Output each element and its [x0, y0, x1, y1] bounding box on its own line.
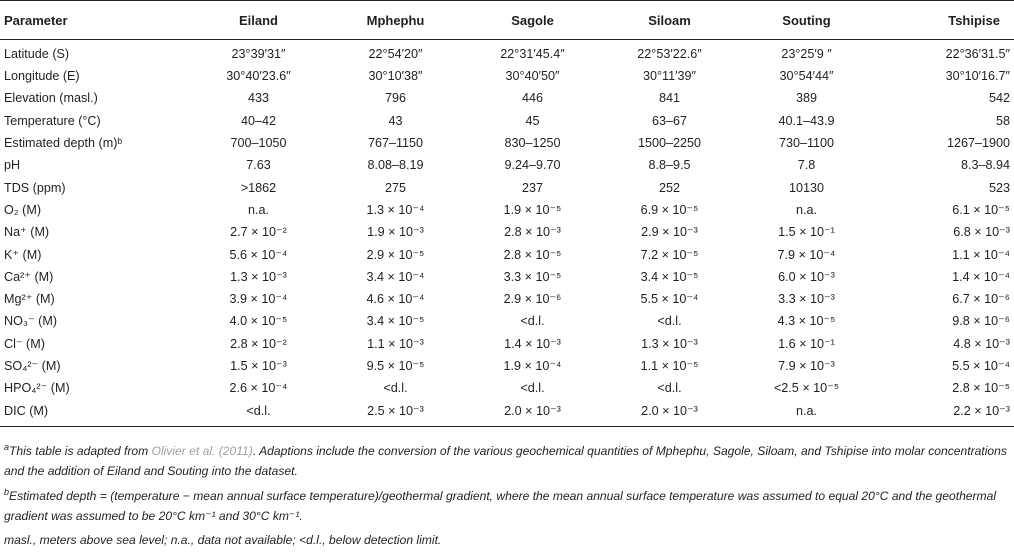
table-cell: 1.5 × 10⁻³ — [230, 359, 287, 373]
table-cell: 43 — [388, 113, 403, 128]
table-cell: 22°53′22.6″ — [637, 46, 702, 61]
table-cell: 6.8 × 10⁻³ — [953, 225, 1010, 240]
table-cell: 1.3 × 10⁻⁴ — [366, 202, 425, 217]
table-row — [0, 377, 1014, 399]
table-cell: 433 — [247, 91, 269, 106]
table-cell: 63–67 — [651, 113, 688, 128]
column-header-mphephu: Mphephu — [327, 1, 464, 40]
table-row — [0, 221, 1014, 243]
table-row — [0, 199, 1014, 221]
row-label: K⁺ (M) — [4, 247, 42, 262]
table-cell: 2.9 × 10⁻³ — [641, 225, 698, 240]
table-cell: 9.8 × 10⁻⁶ — [952, 314, 1010, 329]
table-cell: 22°36′31.5″ — [945, 46, 1010, 61]
table-cell: 1.3 × 10⁻³ — [230, 269, 287, 284]
table-cell: <d.l. — [657, 314, 682, 329]
table-cell: 730–1100 — [778, 136, 835, 151]
table-cell: 30°40′23.6″ — [226, 69, 291, 84]
table-cell: 1.4 × 10⁻³ — [504, 336, 561, 351]
table-cell: 389 — [795, 91, 817, 106]
table-cell: 6.1 × 10⁻⁵ — [952, 202, 1010, 217]
table-cell: 1.1 × 10⁻⁴ — [952, 247, 1010, 262]
table-cell: n.a. — [795, 202, 817, 217]
table-cell: 9.5 × 10⁻⁵ — [366, 359, 425, 373]
table-cell: 40.1–43.9 — [778, 113, 835, 128]
table-cell: 700–1050 — [230, 136, 287, 151]
table-cell: <d.l. — [657, 381, 682, 396]
row-label: HPO₄²⁻ (M) — [4, 381, 70, 396]
table-cell: 7.9 × 10⁻³ — [778, 359, 835, 373]
table-cell: 5.5 × 10⁻⁴ — [952, 359, 1010, 373]
table-cell: 30°10′38″ — [368, 69, 423, 84]
table-cell: 252 — [658, 180, 680, 195]
column-header-souting: Souting — [738, 1, 875, 40]
footnote-a-reference-link[interactable]: Olivier et al. (2011) — [151, 444, 253, 458]
table-cell: 1.6 × 10⁻¹ — [778, 336, 835, 351]
table-row — [0, 65, 1014, 87]
table-row — [0, 288, 1014, 310]
table-cell: 3.3 × 10⁻³ — [778, 292, 835, 307]
table-row — [0, 266, 1014, 288]
table-cell: 1.3 × 10⁻³ — [641, 336, 698, 351]
table-cell: 23°25′9 ″ — [781, 46, 832, 61]
column-header-siloam: Siloam — [601, 1, 738, 40]
table-cell: 6.7 × 10⁻⁶ — [952, 292, 1010, 307]
table-cell: 3.9 × 10⁻⁴ — [229, 292, 288, 307]
table-row — [0, 311, 1014, 333]
table-row — [0, 400, 1014, 427]
table-cell: 30°10′16.7″ — [945, 69, 1010, 84]
table-cell: 2.8 × 10⁻⁵ — [952, 381, 1010, 396]
table-cell: 45 — [525, 113, 540, 128]
table-cell: 2.7 × 10⁻² — [230, 225, 287, 240]
row-label: NO₃⁻ (M) — [4, 314, 58, 329]
table-cell: 446 — [521, 91, 543, 106]
table-cell: <d.l. — [383, 381, 408, 396]
table-cell: 1.9 × 10⁻³ — [367, 225, 424, 240]
row-label: TDS (ppm) — [4, 180, 66, 195]
table-cell: <2.5 × 10⁻⁵ — [773, 381, 840, 396]
table-cell: 2.8 × 10⁻³ — [504, 225, 561, 240]
table-cell: 1500–2250 — [637, 136, 702, 151]
table-cell: 6.0 × 10⁻³ — [778, 269, 835, 284]
table-cell: 30°11′39″ — [643, 69, 696, 84]
table-cell: 2.2 × 10⁻³ — [875, 400, 1014, 427]
table-cell: 2.8 × 10⁻⁵ — [503, 247, 562, 262]
table-cell: 30°54′44″ — [779, 69, 834, 84]
table-cell: 4.6 × 10⁻⁴ — [366, 292, 425, 307]
table-cell: 1.1 × 10⁻⁵ — [640, 359, 699, 373]
table-cell: 6.9 × 10⁻⁵ — [640, 202, 699, 217]
table-cell: 7.8 — [797, 158, 816, 173]
table-cell: 2.8 × 10⁻² — [230, 336, 287, 351]
table-cell: 1.9 × 10⁻⁵ — [503, 202, 562, 217]
row-label: pH — [4, 158, 21, 173]
table-cell: 7.63 — [246, 158, 271, 173]
table-cell: 2.9 × 10⁻⁵ — [366, 247, 425, 262]
table-cell: <d.l. — [190, 400, 327, 427]
table-row — [0, 88, 1014, 110]
row-label: Mg²⁺ (M) — [4, 292, 55, 307]
table-cell: 3.3 × 10⁻⁵ — [503, 269, 562, 284]
table-row — [0, 40, 1014, 66]
table-row — [0, 110, 1014, 132]
table-cell: 58 — [995, 113, 1010, 128]
column-header-tshipise: Tshipise — [875, 1, 1014, 40]
row-label: SO₄²⁻ (M) — [4, 359, 61, 373]
table-cell: 4.0 × 10⁻⁵ — [229, 314, 288, 329]
table-cell: n.a. — [738, 400, 875, 427]
table-row — [0, 355, 1014, 377]
table-cell: 3.4 × 10⁻⁵ — [640, 269, 699, 284]
table-cell: >1862 — [240, 180, 277, 195]
row-label: Temperature (°C) — [4, 113, 101, 128]
table-cell: 22°31′45.4″ — [500, 46, 565, 61]
table-cell: 1.4 × 10⁻⁴ — [952, 269, 1010, 284]
table-cell: 10130 — [788, 180, 825, 195]
footnote-a-mark: a — [4, 441, 10, 452]
footnote-abbreviations: masl., meters above sea level; n.a., data not available; <d.l., below detection limit. — [4, 533, 442, 548]
table-cell: n.a. — [247, 202, 269, 217]
table-row — [0, 177, 1014, 199]
table-cell: 237 — [521, 180, 543, 195]
table-cell: <d.l. — [520, 381, 545, 396]
row-label: O₂ (M) — [4, 202, 42, 217]
table-cell: 5.6 × 10⁻⁴ — [229, 247, 288, 262]
table-cell: 22°54′20″ — [368, 46, 423, 61]
table-cell: 30°40′50″ — [505, 69, 560, 84]
row-label: Latitude (S) — [4, 46, 70, 61]
table-header — [0, 1, 1014, 40]
column-header-eiland: Eiland — [190, 1, 327, 40]
footnote-b-text: Estimated depth = (temperature − mean annual surface temperature)/geothermal gradient, where the mean annual surface temperature was assumed to equal 20°C and the geothermal gradient was assumed to be 20°C km⁻¹ and 30°C km⁻¹. — [4, 488, 997, 523]
table-cell: 4.8 × 10⁻³ — [953, 336, 1010, 351]
table-cell: 2.6 × 10⁻⁴ — [229, 381, 288, 396]
table-row — [0, 244, 1014, 266]
row-label: Estimated depth (m)ᵇ — [4, 136, 123, 151]
table-cell: 2.9 × 10⁻⁶ — [503, 292, 562, 307]
row-label: DIC (M) — [0, 400, 190, 427]
table-cell: 1267–1900 — [946, 136, 1010, 151]
row-label: Elevation (masl.) — [4, 91, 98, 106]
footnote-b-mark: b — [4, 486, 10, 497]
table-cell: 9.24–9.70 — [504, 158, 561, 173]
table-row — [0, 132, 1014, 154]
table-cell: 5.5 × 10⁻⁴ — [640, 292, 699, 307]
table-cell: 8.08–8.19 — [367, 158, 424, 173]
footnote-a — [4, 441, 1008, 482]
table-cell: 3.4 × 10⁻⁴ — [366, 269, 425, 284]
table-row — [0, 333, 1014, 355]
table-cell: 796 — [384, 91, 406, 106]
table-cell: 767–1150 — [367, 136, 424, 151]
table-footnotes — [4, 441, 1008, 554]
table-cell: 8.8–9.5 — [648, 158, 691, 173]
column-header-sagole: Sagole — [464, 1, 601, 40]
row-label: Na⁺ (M) — [4, 225, 50, 240]
table-cell: 523 — [988, 180, 1010, 195]
table-cell: 841 — [658, 91, 680, 106]
table-cell: 542 — [988, 91, 1010, 106]
table-cell: 830–1250 — [504, 136, 561, 151]
table-cell: <d.l. — [520, 314, 545, 329]
row-label: Cl⁻ (M) — [4, 336, 45, 351]
table-cell: 2.5 × 10⁻³ — [327, 400, 464, 427]
row-label: Ca²⁺ (M) — [4, 269, 54, 284]
table-cell: 1.1 × 10⁻³ — [367, 336, 424, 351]
table-cell: 275 — [384, 180, 406, 195]
column-header-parameter: Parameter — [0, 1, 190, 40]
table-cell: 7.9 × 10⁻⁴ — [777, 247, 836, 262]
table-cell: 1.9 × 10⁻⁴ — [503, 359, 562, 373]
table-body — [0, 40, 1014, 427]
table-cell: 40–42 — [240, 113, 277, 128]
table-cell: 1.5 × 10⁻¹ — [778, 225, 835, 240]
header-row — [0, 1, 1014, 40]
footnote-b — [4, 486, 1008, 527]
table-cell: 8.3–8.94 — [960, 158, 1010, 173]
table-cell: 7.2 × 10⁻⁵ — [640, 247, 699, 262]
table-row — [0, 154, 1014, 176]
footnote-a-text-start: This table is adapted from — [9, 444, 152, 458]
table-cell: 4.3 × 10⁻⁵ — [777, 314, 836, 329]
table-cell: 3.4 × 10⁻⁵ — [366, 314, 425, 329]
table-cell: 2.0 × 10⁻³ — [464, 400, 601, 427]
table-cell: 2.0 × 10⁻³ — [601, 400, 738, 427]
table-cell: 23°39′31″ — [231, 46, 286, 61]
footnote-a-text-end: . Adaptions include the conversion of the various geochemical quantities of Mphephu, Sagole, Siloam, and Tshipise into molar concentrations and the addition of Eiland and Souting into the dataset. — [4, 444, 1007, 479]
row-label: Longitude (E) — [4, 69, 80, 84]
